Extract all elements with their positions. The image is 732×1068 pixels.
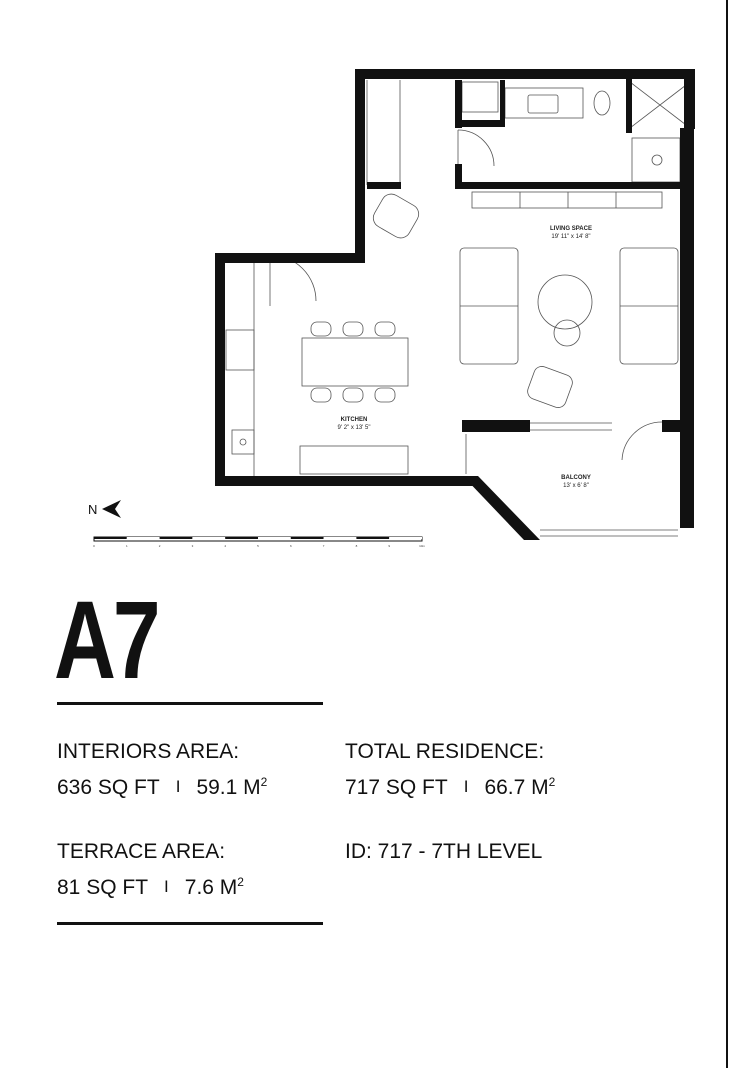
cooktop xyxy=(226,330,254,370)
scale-bar-label: 10m xyxy=(419,544,425,548)
room-dims-kitchen: 9' 2" x 13' 5" xyxy=(337,425,371,431)
dining-chairs xyxy=(311,322,395,402)
spec-total xyxy=(345,741,555,798)
north-label: N xyxy=(88,502,98,517)
side-chair xyxy=(525,364,574,410)
scale-bar-label: 8 xyxy=(355,544,358,548)
spec-total-value: 717 SQ FT I 66.7 $M^2$ xyxy=(345,775,556,799)
closet xyxy=(462,82,498,112)
scale-bar-label: 5 xyxy=(257,544,259,548)
scale-bar-segment xyxy=(160,537,193,539)
north-arrow-icon xyxy=(102,500,121,518)
kitchen-island xyxy=(300,446,408,474)
dining-table xyxy=(302,338,408,386)
scale-bar-label: 3 xyxy=(191,544,194,548)
walls xyxy=(215,69,695,540)
scale-bar-segment xyxy=(389,537,422,539)
divider-bottom xyxy=(57,922,323,925)
scale-bar-label: 9 xyxy=(388,544,391,548)
divider-top xyxy=(57,702,323,705)
spec-interiors-value: 636 SQ FT I 59.1 $M^2$ xyxy=(57,775,268,799)
scale-bar-label: 1 xyxy=(125,544,128,548)
scale-bar-segment xyxy=(258,537,291,539)
scale-bar-segment xyxy=(291,537,324,539)
scale-bar-segment xyxy=(127,537,160,539)
spec-id-label: ID: 717 - 7TH LEVEL xyxy=(345,840,543,863)
spec-terrace xyxy=(57,841,244,898)
armchair xyxy=(370,190,423,241)
media-shelf xyxy=(472,192,662,208)
scale-bar-label: 4 xyxy=(224,544,227,548)
spec-terrace-label: TERRACE AREA: xyxy=(57,840,226,863)
sink xyxy=(528,95,558,113)
unit-title: A7 xyxy=(54,579,158,702)
interior-lines xyxy=(226,80,690,536)
scale-bar-segment xyxy=(225,537,258,539)
scale-bar-segment xyxy=(94,537,127,539)
scale-bar-label: 0 xyxy=(93,544,95,548)
scale-bar-label: 7 xyxy=(322,544,325,548)
room-name-living: LIVING SPACE xyxy=(550,226,592,232)
spec-interiors-label: INTERIORS AREA: xyxy=(57,740,240,763)
coffee-table xyxy=(538,275,592,329)
room-name-kitchen: KITCHEN xyxy=(340,417,368,423)
scale-bar-label: 2 xyxy=(158,544,161,548)
vanity xyxy=(505,88,583,118)
scale-bar-segment xyxy=(192,537,225,539)
room-dims-balcony: 13' x 6' 8" xyxy=(563,483,589,489)
scale-bar-segment xyxy=(324,537,357,539)
shower xyxy=(632,138,680,182)
scale-bar-segment xyxy=(356,537,389,539)
spec-id xyxy=(345,841,542,862)
room-dims-living: 19' 11" x 14' 8" xyxy=(551,234,591,240)
kitchen-sink xyxy=(232,430,254,454)
scale-bar xyxy=(93,537,425,548)
spec-terrace-value: 81 SQ FT I 7.6 $M^2$ xyxy=(57,875,244,899)
toilet xyxy=(594,91,610,115)
scale-bar-label: 6 xyxy=(289,544,292,548)
spec-total-label: TOTAL RESIDENCE: xyxy=(345,740,545,763)
room-name-balcony: BALCONY xyxy=(561,475,591,481)
spec-interiors xyxy=(57,741,267,798)
